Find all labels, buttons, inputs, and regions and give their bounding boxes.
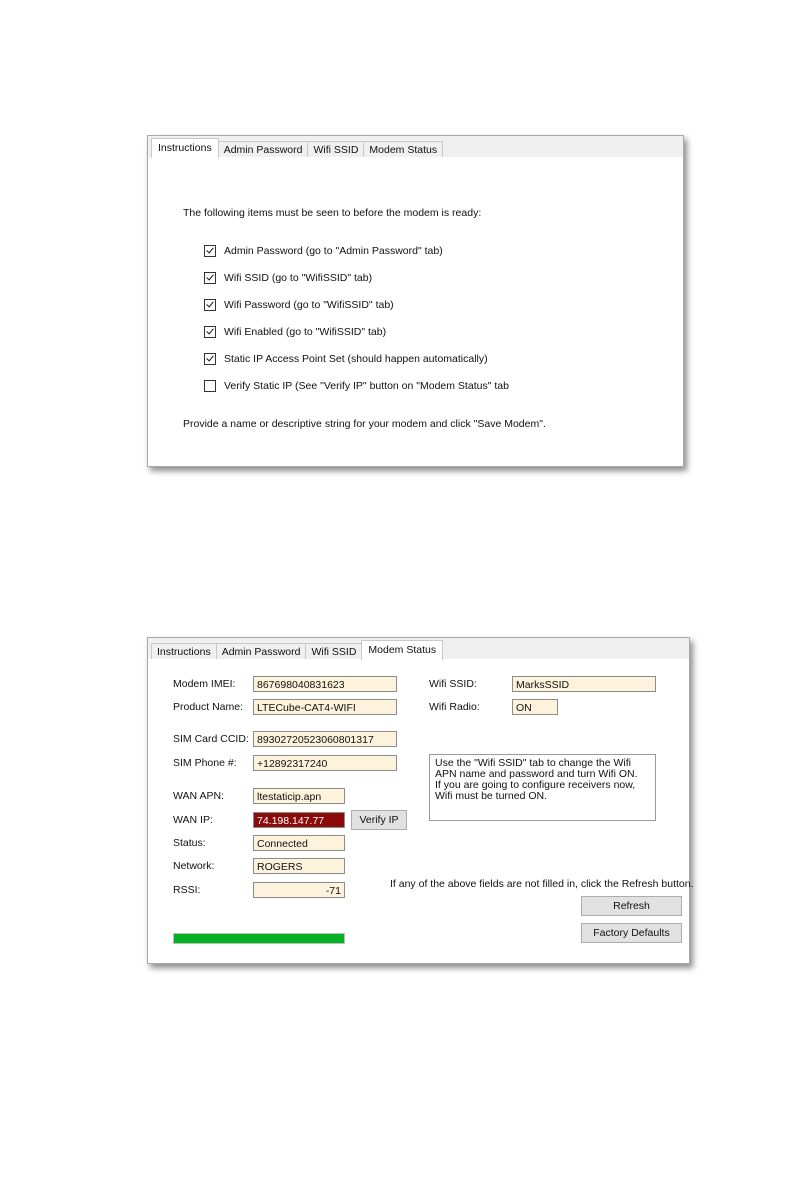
checklist-item-admin-password[interactable] — [204, 244, 443, 258]
wifi-radio-label: Wifi Radio: — [429, 701, 480, 713]
wan-ip-field[interactable]: 74.198.147.77 — [253, 812, 345, 828]
rssi-label: RSSI: — [173, 884, 201, 896]
instructions-intro: The following items must be seen to before the modem is ready: — [183, 207, 482, 219]
wan-apn-label: WAN APN: — [173, 790, 224, 802]
checkbox-wifi-password[interactable] — [204, 299, 216, 311]
status-label: Status: — [173, 837, 206, 849]
signal-strength-fill — [174, 934, 344, 943]
sim-ccid-field[interactable]: 89302720523060801317 — [253, 731, 397, 747]
checkbox-wifi-ssid[interactable] — [204, 272, 216, 284]
checklist-label: Verify Static IP (See "Verify IP" button on "Modem Status" tab — [224, 380, 509, 392]
wan-ip-label: WAN IP: — [173, 814, 213, 826]
modem-status-window — [147, 637, 694, 964]
factory-defaults-button[interactable]: Factory Defaults — [581, 923, 682, 943]
status-field[interactable]: Connected — [253, 835, 345, 851]
tab-instructions[interactable]: Instructions — [151, 643, 217, 660]
wifi-radio-field[interactable]: ON — [512, 699, 558, 715]
wan-apn-field[interactable]: ltestaticip.apn — [253, 788, 345, 804]
tab-modem-status[interactable]: Modem Status — [361, 640, 443, 660]
rssi-field[interactable]: -71 — [253, 882, 345, 898]
checklist-item-verify-static-ip[interactable] — [204, 379, 509, 393]
wifi-ssid-field[interactable]: MarksSSID — [512, 676, 656, 692]
checklist-item-static-ip[interactable] — [204, 352, 488, 366]
tab-strip — [148, 136, 683, 158]
product-name-field[interactable]: LTECube-CAT4-WIFI — [253, 699, 397, 715]
instructions-footer: Provide a name or descriptive string for your modem and click "Save Modem". — [183, 418, 546, 430]
signal-strength-bar — [173, 933, 345, 944]
tab-admin-password[interactable]: Admin Password — [216, 643, 307, 660]
checkbox-admin-password[interactable] — [204, 245, 216, 257]
checkbox-verify-static-ip[interactable] — [204, 380, 216, 392]
tab-wifi-ssid[interactable]: Wifi SSID — [305, 643, 362, 660]
instructions-pane — [148, 157, 683, 466]
modem-imei-field[interactable]: 867698040831623 — [253, 676, 397, 692]
modem-imei-label: Modem IMEI: — [173, 678, 236, 690]
network-label: Network: — [173, 860, 215, 872]
refresh-button[interactable]: Refresh — [581, 896, 682, 916]
sim-ccid-label: SIM Card CCID: — [173, 733, 249, 745]
checklist-item-wifi-enabled[interactable] — [204, 325, 386, 339]
refresh-hint: If any of the above fields are not filled in, click the Refresh button. — [390, 878, 694, 890]
checkbox-wifi-enabled[interactable] — [204, 326, 216, 338]
checklist-label: Wifi SSID (go to "WifiSSID" tab) — [224, 272, 373, 284]
sim-phone-label: SIM Phone #: — [173, 757, 237, 769]
checklist-label: Wifi Enabled (go to "WifiSSID" tab) — [224, 326, 387, 338]
modem-status-pane — [148, 659, 694, 963]
checklist-label: Static IP Access Point Set (should happen automatically) — [224, 353, 488, 365]
checklist-label: Wifi Password (go to "WifiSSID" tab) — [224, 299, 394, 311]
product-name-label: Product Name: — [173, 701, 244, 713]
tab-modem-status[interactable]: Modem Status — [363, 141, 443, 158]
wifi-instructions-note: Use the "Wifi SSID" tab to change the Wifi APN name and password and turn Wifi ON. If you are going to configure receivers now, Wifi must be turned ON. — [429, 754, 656, 821]
instructions-window — [147, 135, 684, 467]
wifi-ssid-label: Wifi SSID: — [429, 678, 477, 690]
checklist-item-wifi-password[interactable] — [204, 298, 394, 312]
tab-wifi-ssid[interactable]: Wifi SSID — [307, 141, 364, 158]
sim-phone-field[interactable]: +12892317240 — [253, 755, 397, 771]
verify-ip-button[interactable]: Verify IP — [351, 810, 407, 830]
tab-strip — [148, 638, 689, 660]
tab-admin-password[interactable]: Admin Password — [218, 141, 309, 158]
checkbox-static-ip[interactable] — [204, 353, 216, 365]
checklist-label: Admin Password (go to "Admin Password" tab) — [224, 245, 443, 257]
network-field[interactable]: ROGERS — [253, 858, 345, 874]
checklist-item-wifi-ssid[interactable] — [204, 271, 372, 285]
tab-instructions[interactable]: Instructions — [151, 138, 219, 158]
